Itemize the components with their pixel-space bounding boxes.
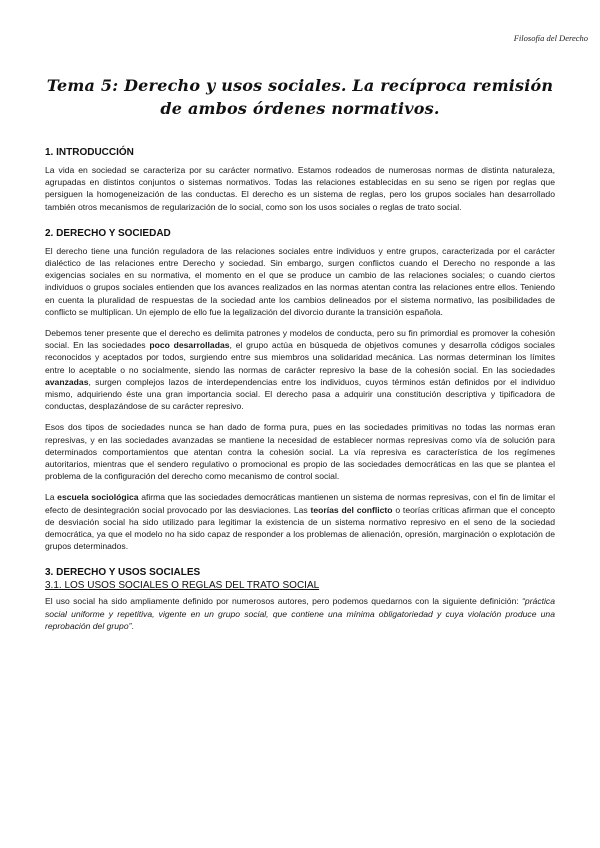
bold-term: poco desarrolladas	[149, 340, 230, 351]
document-body	[45, 147, 555, 641]
section-heading: 3. DERECHO Y USOS SOCIALES	[45, 567, 201, 579]
section-heading: 1. INTRODUCCIÓN	[45, 147, 134, 158]
section-derecho-y-usos-sociales	[45, 567, 555, 632]
paragraph: La escuela sociológica afirma que las sociedades democráticas mantienen un sistema de normas represivas, con el fin de limitar el efecto de desintegración social provocado por las desviaciones. Las teorías del conflicto o teorías críticas afirman que el concepto de desviación social ha sido utilizado para legitimar la existencia de un sistema normativo represivo en el seno de la sociedad democrática, ya que el modelo no ha sido capaz de responder a los problemas de alienación, opresión, marginación o explotación de grupos determinados.	[45, 492, 555, 552]
section-heading: 2. DERECHO Y SOCIEDAD	[45, 227, 171, 239]
paragraph: La vida en sociedad se caracteriza por su carácter normativo. Estamos rodeados de numerosas normas de distinta naturaleza, agrupadas en distintos conjuntos o sistemas normativos. Todas las relaciones establecidas en su seno se rigen por reglas que persiguen la homogeneización de las conductas. El derecho es un sistema de reglas, pero los grupos sociales han desarrollado también otros mecanismos de regularización de lo social, como son los usos sociales o reglas de trato social.	[45, 165, 555, 212]
course-header: Filosofía del Derecho	[513, 33, 588, 43]
section-introduccion	[45, 147, 555, 213]
paragraph: El uso social ha sido ampliamente definido por numerosos autores, pero podemos quedarnos con la siguiente definición: “práctica social uniforme y repetitiva, vigente en un grupo social, que contiene una mínima obligatoriedad y cuya violación produce una reprobación del grupo”.	[45, 596, 555, 631]
bold-term: teorías del conflicto	[310, 504, 393, 515]
bold-term: avanzadas	[45, 376, 89, 387]
paragraph: Esos dos tipos de sociedades nunca se han dado de forma pura, pues en las sociedades primitivas no todas las normas eran represivas, y en las sociedades avanzadas se mantiene la necesidad de establecer normas represivas como vía de solución para determinados comportamientos que atentan contra la cohesión social. La vía represiva es característica de los regímenes autoritarios, mientras que el sendero regulativo o promocional es propio de las sociedades democráticas en las que se plantea el problema de la configuración del derecho como mecanismo de control social.	[45, 422, 555, 482]
paragraph: El derecho tiene una función reguladora de las relaciones sociales entre individuos y entre grupos, caracterizada por el carácter dialéctico de las relaciones entre Derecho y sociedad. Sin embargo, surgen conflictos cuando el Derecho no responde a las exigencias sociales en su normativa, el momento en el que se produce un cambio de las relaciones sociales; o cuando ciertos individuos o grupos sociales entienden que los avances realizados en las normas atentan contra las relaciones entre ellos. Teniendo en cuenta la pluralidad de respuestas de la sociedad ante los cambios delineados por el sistema normativo, las posibilidades de conflicto se multiplican. Un ejemplo de ello fue la legalización del divorcio durante la transición española.	[45, 245, 555, 317]
subsection-heading: 3.1. LOS USOS SOCIALES O REGLAS DEL TRATO SOCIAL	[45, 580, 320, 592]
bold-term: escuela sociológica	[57, 492, 139, 503]
quoted-definition: “práctica social uniforme y repetitiva, vigente en un grupo social, que contiene una mínima obligatoriedad y cuya violación produce una reprobación del grupo”	[45, 596, 555, 631]
section-derecho-y-sociedad	[45, 228, 555, 553]
paragraph: Debemos tener presente que el derecho es delimita patrones y modelos de conducta, pero su fin primordial es promover la cohesión social. En las sociedades poco desarrolladas, el grupo actúa en búsqueda de objetivos comunes y desarrolla códigos sociales reconocidos y aceptados por todos, surgiendo entre sus miembros una solidaridad mecánica. Las normas determinan los límites entre lo aceptable o no socialmente, siendo las normas de carácter represivo la base de la cohesión social. En las sociedades avanzadas, surgen complejos lazos de interdependencias entre los individuos, cuyos términos están definidos por el individuo mismo, adquiriendo éste una gran importancia social. El derecho pasa a adquirir una constitución descriptiva y tipificadora de conductas, desplazándose de su carácter represivo.	[45, 328, 555, 412]
document-title: Tema 5: Derecho y usos sociales. La recíproca remisión de ambos órdenes normativos.	[46, 76, 554, 118]
